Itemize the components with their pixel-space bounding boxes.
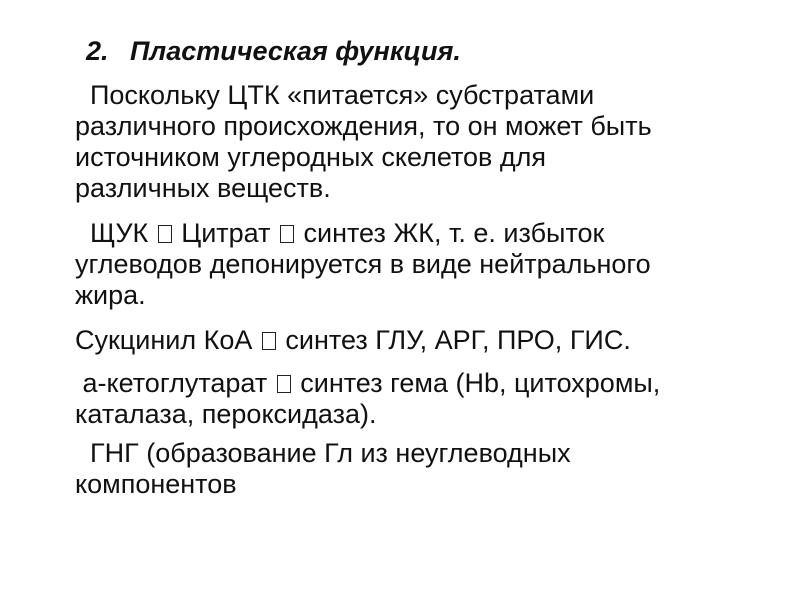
box-arrow-icon [262,332,276,350]
box-arrow-icon [280,225,294,243]
text-line: жира. [75,280,146,310]
text-line: ГНГ (образование Гл из неуглеводных [75,438,571,468]
text-line: источником углеродных скелетов для [75,142,547,172]
text-line [75,368,660,399]
text-fragment: а-кетоглутарат [75,368,268,398]
text-fragment: синтез гема (Hb, цитохромы, [300,368,661,398]
box-arrow-icon [277,375,291,393]
paragraph-ketoglutarate [75,368,660,430]
text-line: различного происхождения, то он может быть [75,111,652,141]
text-fragment: синтез ЖК, т. е. избыток [303,218,605,248]
text-line: различных веществ. [75,173,331,203]
heading-title: Пластическая функция. [130,36,461,66]
text-line: каталаза, пероксидаза). [75,399,377,429]
text-line: Поскольку ЦТК «питается» субстратами [75,80,595,110]
text-line: компонентов [75,469,237,499]
text-fragment: синтез ГЛУ, АРГ, ПРО, ГИС. [285,325,631,355]
paragraph-oxaloacetate [75,218,651,311]
text-fragment: Цитрат [181,218,271,248]
text-line [75,218,651,249]
paragraph-tca-substrates [75,80,652,204]
text-line [75,325,631,356]
heading-number: 2. [86,36,109,66]
text-fragment: ЩУК [75,218,149,248]
paragraph-gluconeogenesis [75,438,571,500]
box-arrow-icon [158,225,172,243]
slide-heading [86,36,461,67]
paragraph-succinyl-coa [75,325,631,356]
text-fragment: Сукцинил КоА [75,325,253,355]
text-line: углеводов депонируется в виде нейтрального [75,249,651,279]
